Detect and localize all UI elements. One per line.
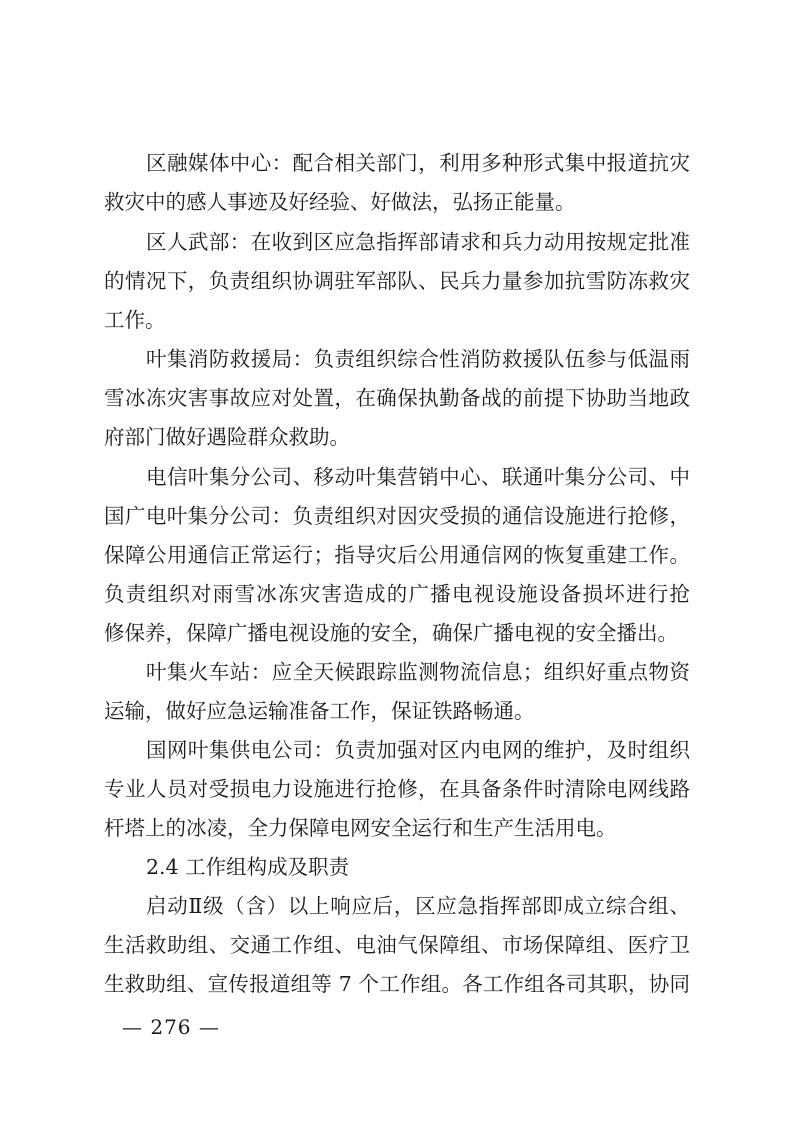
final-paragraph-line-3: 生救助组、宣传报道组等 7 个工作组。各工作组各司其职，协同: [104, 972, 690, 996]
paragraph-4-line-2: 国广电叶集分公司：负责组织对因灾受损的通信设施进行抢修，: [104, 504, 690, 528]
paragraph-3-line-1: 叶集消防救援局：负责组织综合性消防救援队伍参与低温雨: [146, 347, 690, 371]
paragraph-3-line-3: 府部门做好遇险群众救助。: [104, 425, 350, 449]
paragraph-4-line-1: 电信叶集分公司、移动叶集营销中心、联通叶集分公司、中: [146, 465, 690, 489]
final-paragraph-line-2: 生活救助组、交通工作组、电油气保障组、市场保障组、医疗卫: [104, 933, 690, 957]
paragraph-5-line-2: 运输，做好应急运输准备工作，保证铁路畅通。: [104, 699, 535, 723]
paragraph-2-line-2: 的情况下，负责组织协调驻军部队、民兵力量参加抗雪防冻救灾: [104, 269, 690, 293]
paragraph-4-line-4: 负责组织对雨雪冰冻灾害造成的广播电视设施设备损坏进行抢: [104, 582, 690, 606]
paragraph-1-line-2: 救灾中的感人事迹及好经验、好做法，弘扬正能量。: [104, 190, 576, 214]
final-paragraph-line-1: 启动Ⅱ级（含）以上响应后，区应急指挥部即成立综合组、: [146, 894, 690, 918]
paragraph-6-line-1: 国网叶集供电公司：负责加强对区内电网的维护，及时组织: [146, 738, 690, 762]
paragraph-2-line-3: 工作。: [104, 308, 166, 332]
page-number: — 276 —: [122, 1015, 220, 1039]
paragraph-4-line-5: 修保养，保障广播电视设施的安全，确保广播电视的安全播出。: [104, 621, 678, 645]
paragraph-4-line-3: 保障公用通信正常运行；指导灾后公用通信网的恢复重建工作。: [104, 543, 690, 567]
paragraph-6-line-2: 专业人员对受损电力设施进行抢修，在具备条件时清除电网线路: [104, 777, 690, 801]
paragraph-3-line-2: 雪冰冻灾害事故应对处置，在确保执勤备战的前提下协助当地政: [104, 386, 690, 410]
paragraph-2-line-1: 区人武部：在收到区应急指挥部请求和兵力动用按规定批准: [146, 230, 690, 254]
section-heading: 2.4 工作组构成及职责: [146, 855, 350, 879]
paragraph-6-line-3: 杆塔上的冰凌，全力保障电网安全运行和生产生活用电。: [104, 816, 617, 840]
paragraph-5-line-1: 叶集火车站：应全天候跟踪监测物流信息；组织好重点物资: [146, 660, 690, 684]
paragraph-1-line-1: 区融媒体中心：配合相关部门，利用多种形式集中报道抗灾: [146, 151, 690, 175]
